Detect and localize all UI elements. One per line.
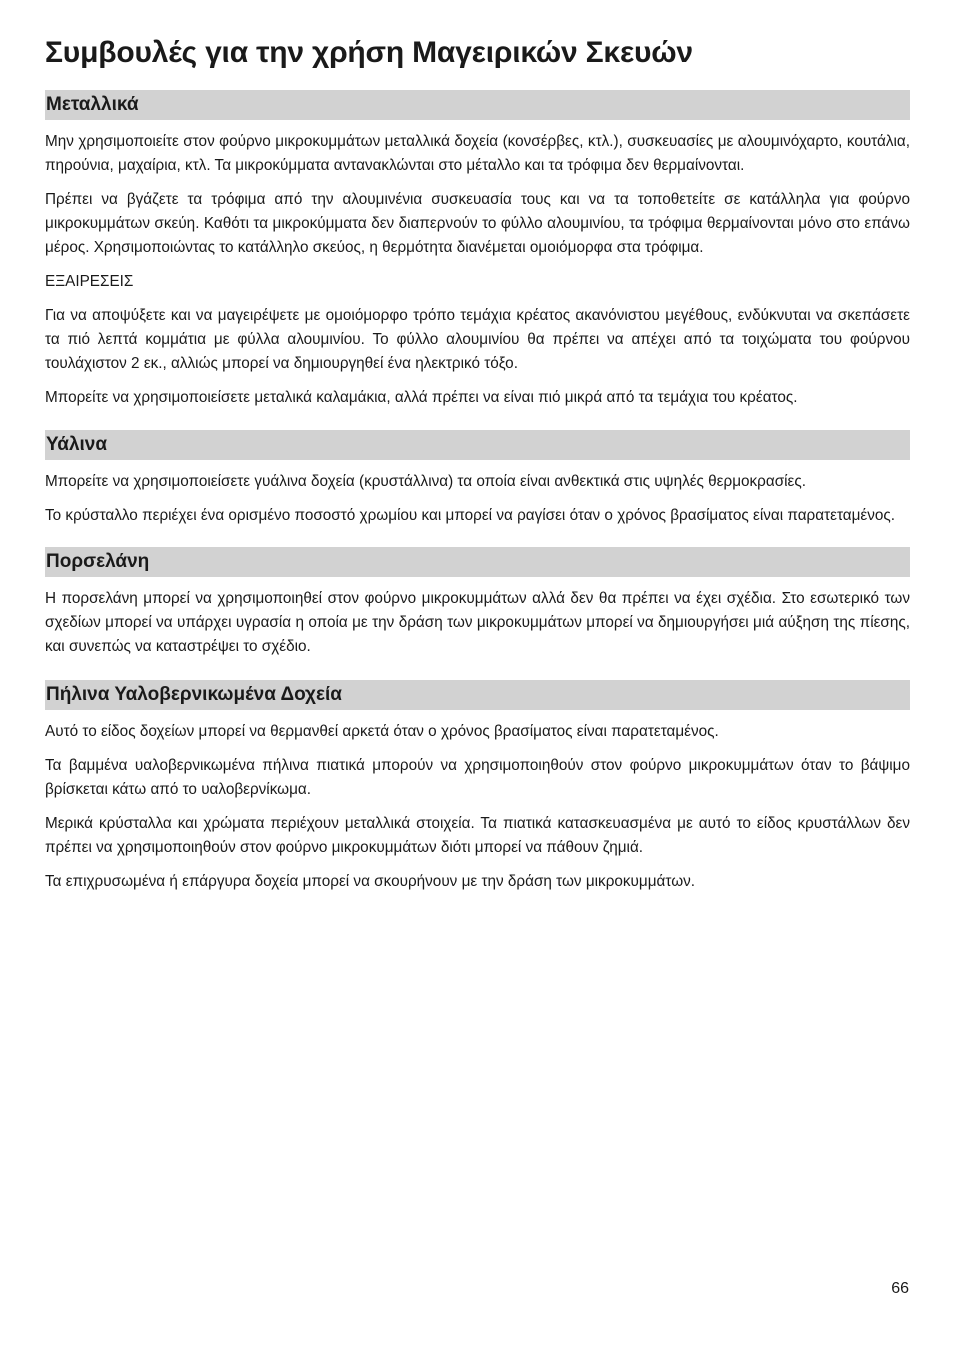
paragraph: Μερικά κρύσταλλα και χρώματα περιέχουν μεταλλικά στοιχεία. Τα πιατικά κατασκευασμένα με αυτό το είδος κρυστάλλων δεν πρέπει να χρησιμοποιηθούν στον φούρνο μικροκυμμάτων διότι μπορεί να πάθουν ζημιά. [45,815,910,856]
section-heading: Πήλινα Υαλοβερνικωμένα Δοχεία [45,680,910,710]
paragraph: Μην χρησιμοποιείτε στον φούρνο μικροκυμμάτων μεταλλικά δοχεία (κονσέρβες, κτλ.), συσκευασίες με αλουμινόχαρτο, κουτάλια, πηρούνια, μαχαίρια, κτλ. Τα μικροκύμματα αντανακλώνται στο μέταλλο και τα τρόφιμα δεν θερμαίνονται. [45,133,910,174]
paragraph: Τα επιχρυσωμένα ή επάργυρα δοχεία μπορεί να σκουρήνουν με την δράση των μικροκυμμάτων. [45,873,696,890]
section-heading: Μεταλλικά [45,90,910,120]
paragraph: Αυτό το είδος δοχείων μπορεί να θερμανθεί αρκετά όταν ο χρόνος βρασίματος είναι παρατεταμένος. [45,723,719,740]
section-heading: Υάλινα [45,430,910,460]
section-glazed-clay [45,680,910,894]
section-body [45,720,910,894]
section-glass [45,430,910,528]
paragraph: Μπορείτε να χρησιμοποιείσετε μεταλικά καλαμάκια, αλλά πρέπει να είναι πιό μικρά από τα τεμάχια του κρέατος. [45,389,798,406]
page-number: 66 [891,1280,909,1297]
paragraph: Για να αποψύξετε και να μαγειρέψετε με ομοιόμορφο τρόπο τεμάχια κρέατος ακανόνιστου μεγέθους, ενδύκνυται να σκεπάσετε τα πιό λεπτά κομμάτια με φύλλα αλουμινίου. Το φύλλο αλουμινίου θα πρέπει να απέχει από τα τοιχώματα του φούρνου τουλάχιστον 2 εκ., αλλιώς μπορεί να δημιουργηθεί ένα ηλεκτρικό τόξο. [45,307,910,372]
paragraph-exceptions-label: ΕΞΑΙΡΕΣΕΙΣ [45,273,134,290]
paragraph: Το κρύσταλλο περιέχει ένα ορισμένο ποσοστό χρωμίου και μπορεί να ραγίσει όταν ο χρόνος βρασίματος είναι παρατεταμένος. [45,507,896,524]
page-title: Συμβουλές για την χρήση Μαγειρικών Σκευών [45,36,693,69]
section-body [45,587,910,659]
paragraph: Πρέπει να βγάζετε τα τρόφιμα από την αλουμινένια συσκευασία τους και να τα τοποθετείτε σε κατάλληλα για φούρνο μικροκυμμάτων σκεύη. Καθότι τα μικροκύμματα δεν διαπερνούν το φύλλο αλουμινίου, τα τρόφιμα θερμαίνονται μόνο στο επάνω μέρος. Χρησιμοποιώντας το κατάλληλο σκεύος, η θερμότητα διανέμεται ομοιόμορφα στα τρόφιμα. [45,191,910,256]
paragraph: Τα βαμμένα υαλοβερνικωμένα πήλινα πιατικά μπορούν να χρησιμοποιηθούν στον φούρνο μικροκυμμάτων όταν το βάψιμο βρίσκεται κάτω από το υαλοβερνίκωμα. [45,757,910,798]
section-body [45,470,910,528]
section-heading: Πορσελάνη [45,547,910,577]
paragraph: Μπορείτε να χρησιμοποιείσετε γυάλινα δοχεία (κρυστάλλινα) τα οποία είναι ανθεκτικά στις υψηλές θερμοκρασίες. [45,473,806,490]
section-body [45,130,910,410]
section-metallic [45,90,910,410]
document-page [45,0,910,894]
paragraph: Η πορσελάνη μπορεί να χρησιμοποιηθεί στον φούρνο μικροκυμμάτων αλλά δεν θα πρέπει να έχει σχέδια. Στο εσωτερικό των σχεδίων μπορεί να υπάρχει υγρασία η οποία με την δράση των μικροκυμμάτων μπορεί να δημιουργήσει μιά αύξηση της πίεσης, και συνεπώς να καταστρέψει το σχέδιο. [45,590,910,655]
section-porcelain [45,547,910,659]
